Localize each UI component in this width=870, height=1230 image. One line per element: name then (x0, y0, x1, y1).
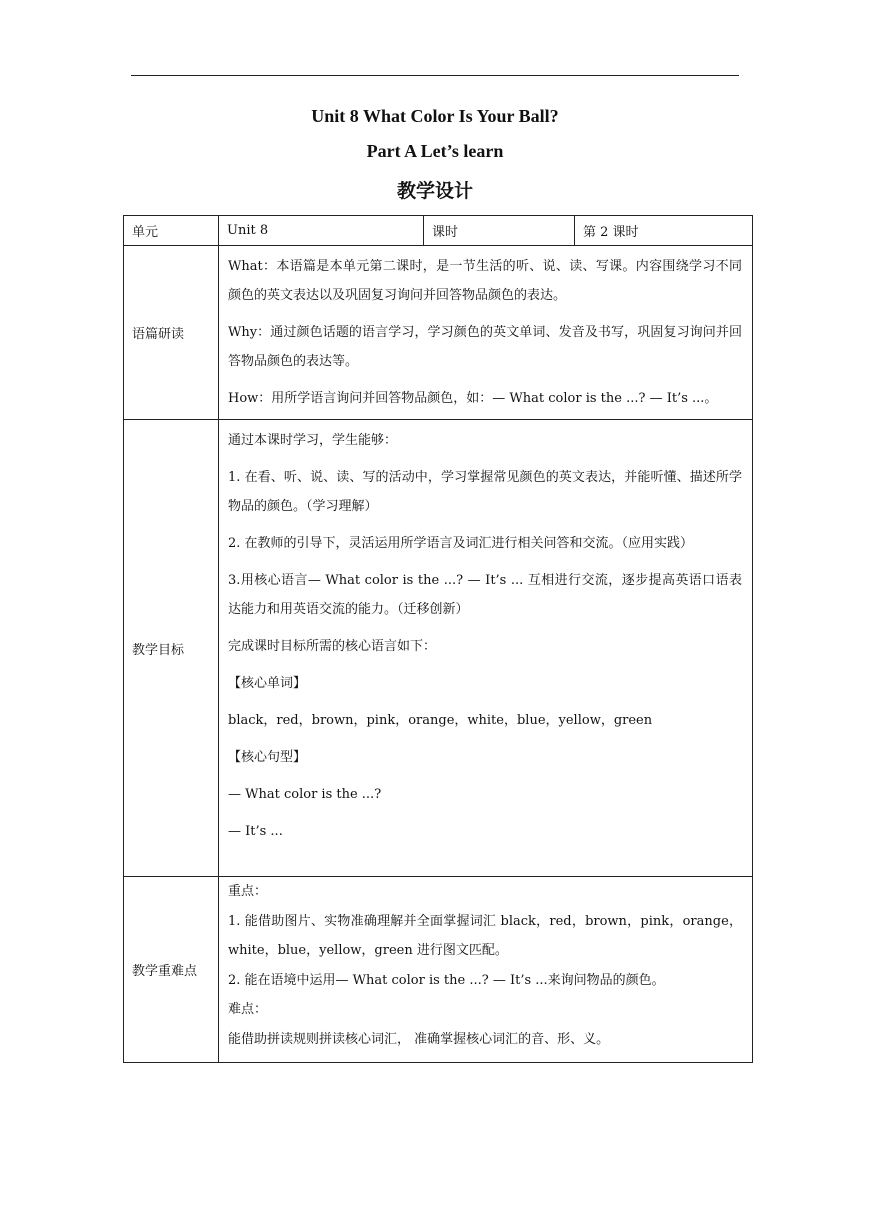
unit-value-cell: Unit 8 (219, 216, 424, 246)
header-rule (131, 75, 739, 76)
unit-label-cell: 单元 (124, 216, 219, 246)
table-row-objectives (124, 420, 753, 877)
table-row-header (124, 216, 753, 246)
document-title: Unit 8 What Color Is Your Ball? (311, 106, 559, 126)
focus-heading: 重点： (228, 884, 268, 899)
difficulty-heading: 难点： (228, 1002, 268, 1017)
period-label-cell: 课时 (424, 216, 575, 246)
analysis-label: 语篇研读 (124, 246, 219, 420)
core-language-intro: 完成课时目标所需的核心语言如下： (228, 639, 437, 654)
document-subtitle: Part A Let’s learn (366, 141, 504, 161)
difficulty-item-1: 能借助拼读规则拼读核心词汇， 准确掌握核心词汇的音、形、义。 (228, 1031, 610, 1047)
objectives-content (219, 420, 753, 877)
table-row-analysis (124, 246, 753, 420)
table-row-key-points (124, 877, 753, 1063)
analysis-content (219, 246, 753, 420)
period-value-cell: 第 2 课时 (575, 216, 753, 246)
core-words-heading: 【核心单词】 (228, 676, 307, 691)
focus-item-2: 2. 能在语境中运用— What color is the ...? — It’s ...来询问物品的颜色。 (228, 972, 665, 988)
objectives-intro: 通过本课时学习，学生能够： (228, 433, 398, 448)
lesson-plan-table (123, 215, 753, 1063)
objective-item-3: 3.用核心语言— What color is the ...? — It’s ... 互相进行交流，逐步提高英语口语表达能力和用英语交流的能力。（迁移创新） (228, 573, 742, 617)
core-words: black，red，brown，pink，orange，white，blue，yellow，green (228, 713, 653, 728)
analysis-how: How：用所学语言询问并回答物品颜色，如：— What color is the ...? — It’s ...。 (228, 391, 718, 406)
objective-item-1: 1. 在看、听、说、读、写的活动中，学习掌握常见颜色的英文表达，并能听懂、描述所学物品的颜色。（学习理解） (228, 470, 742, 514)
focus-item-1: 1. 能借助图片、实物准确理解并全面掌握词汇 black，red，brown，pink，orange，white，blue，yellow，green 进行图文匹配。 (228, 913, 742, 958)
analysis-why: Why：通过颜色话题的语言学习，学习颜色的英文单词、发音及书写，巩固复习询问并回答物品颜色的表达等。 (228, 325, 742, 369)
core-patterns-heading: 【核心句型】 (228, 750, 307, 765)
document-heading: 教学设计 (396, 180, 473, 202)
core-pattern-answer: — It’s ... (228, 824, 283, 839)
core-pattern-question: — What color is the ...? (228, 787, 382, 802)
objective-item-2: 2. 在教师的引导下，灵活运用所学语言及词汇进行相关问答和交流。（应用实践） (228, 536, 694, 551)
key-points-content (219, 877, 753, 1063)
analysis-what: What：本语篇是本单元第二课时，是一节生活的听、说、读、写课。内容围绕学习不同颜色的英文表达以及巩固复习询问并回答物品颜色的表达。 (228, 259, 742, 303)
objectives-label: 教学目标 (124, 420, 219, 877)
key-points-label: 教学重难点 (124, 877, 219, 1063)
